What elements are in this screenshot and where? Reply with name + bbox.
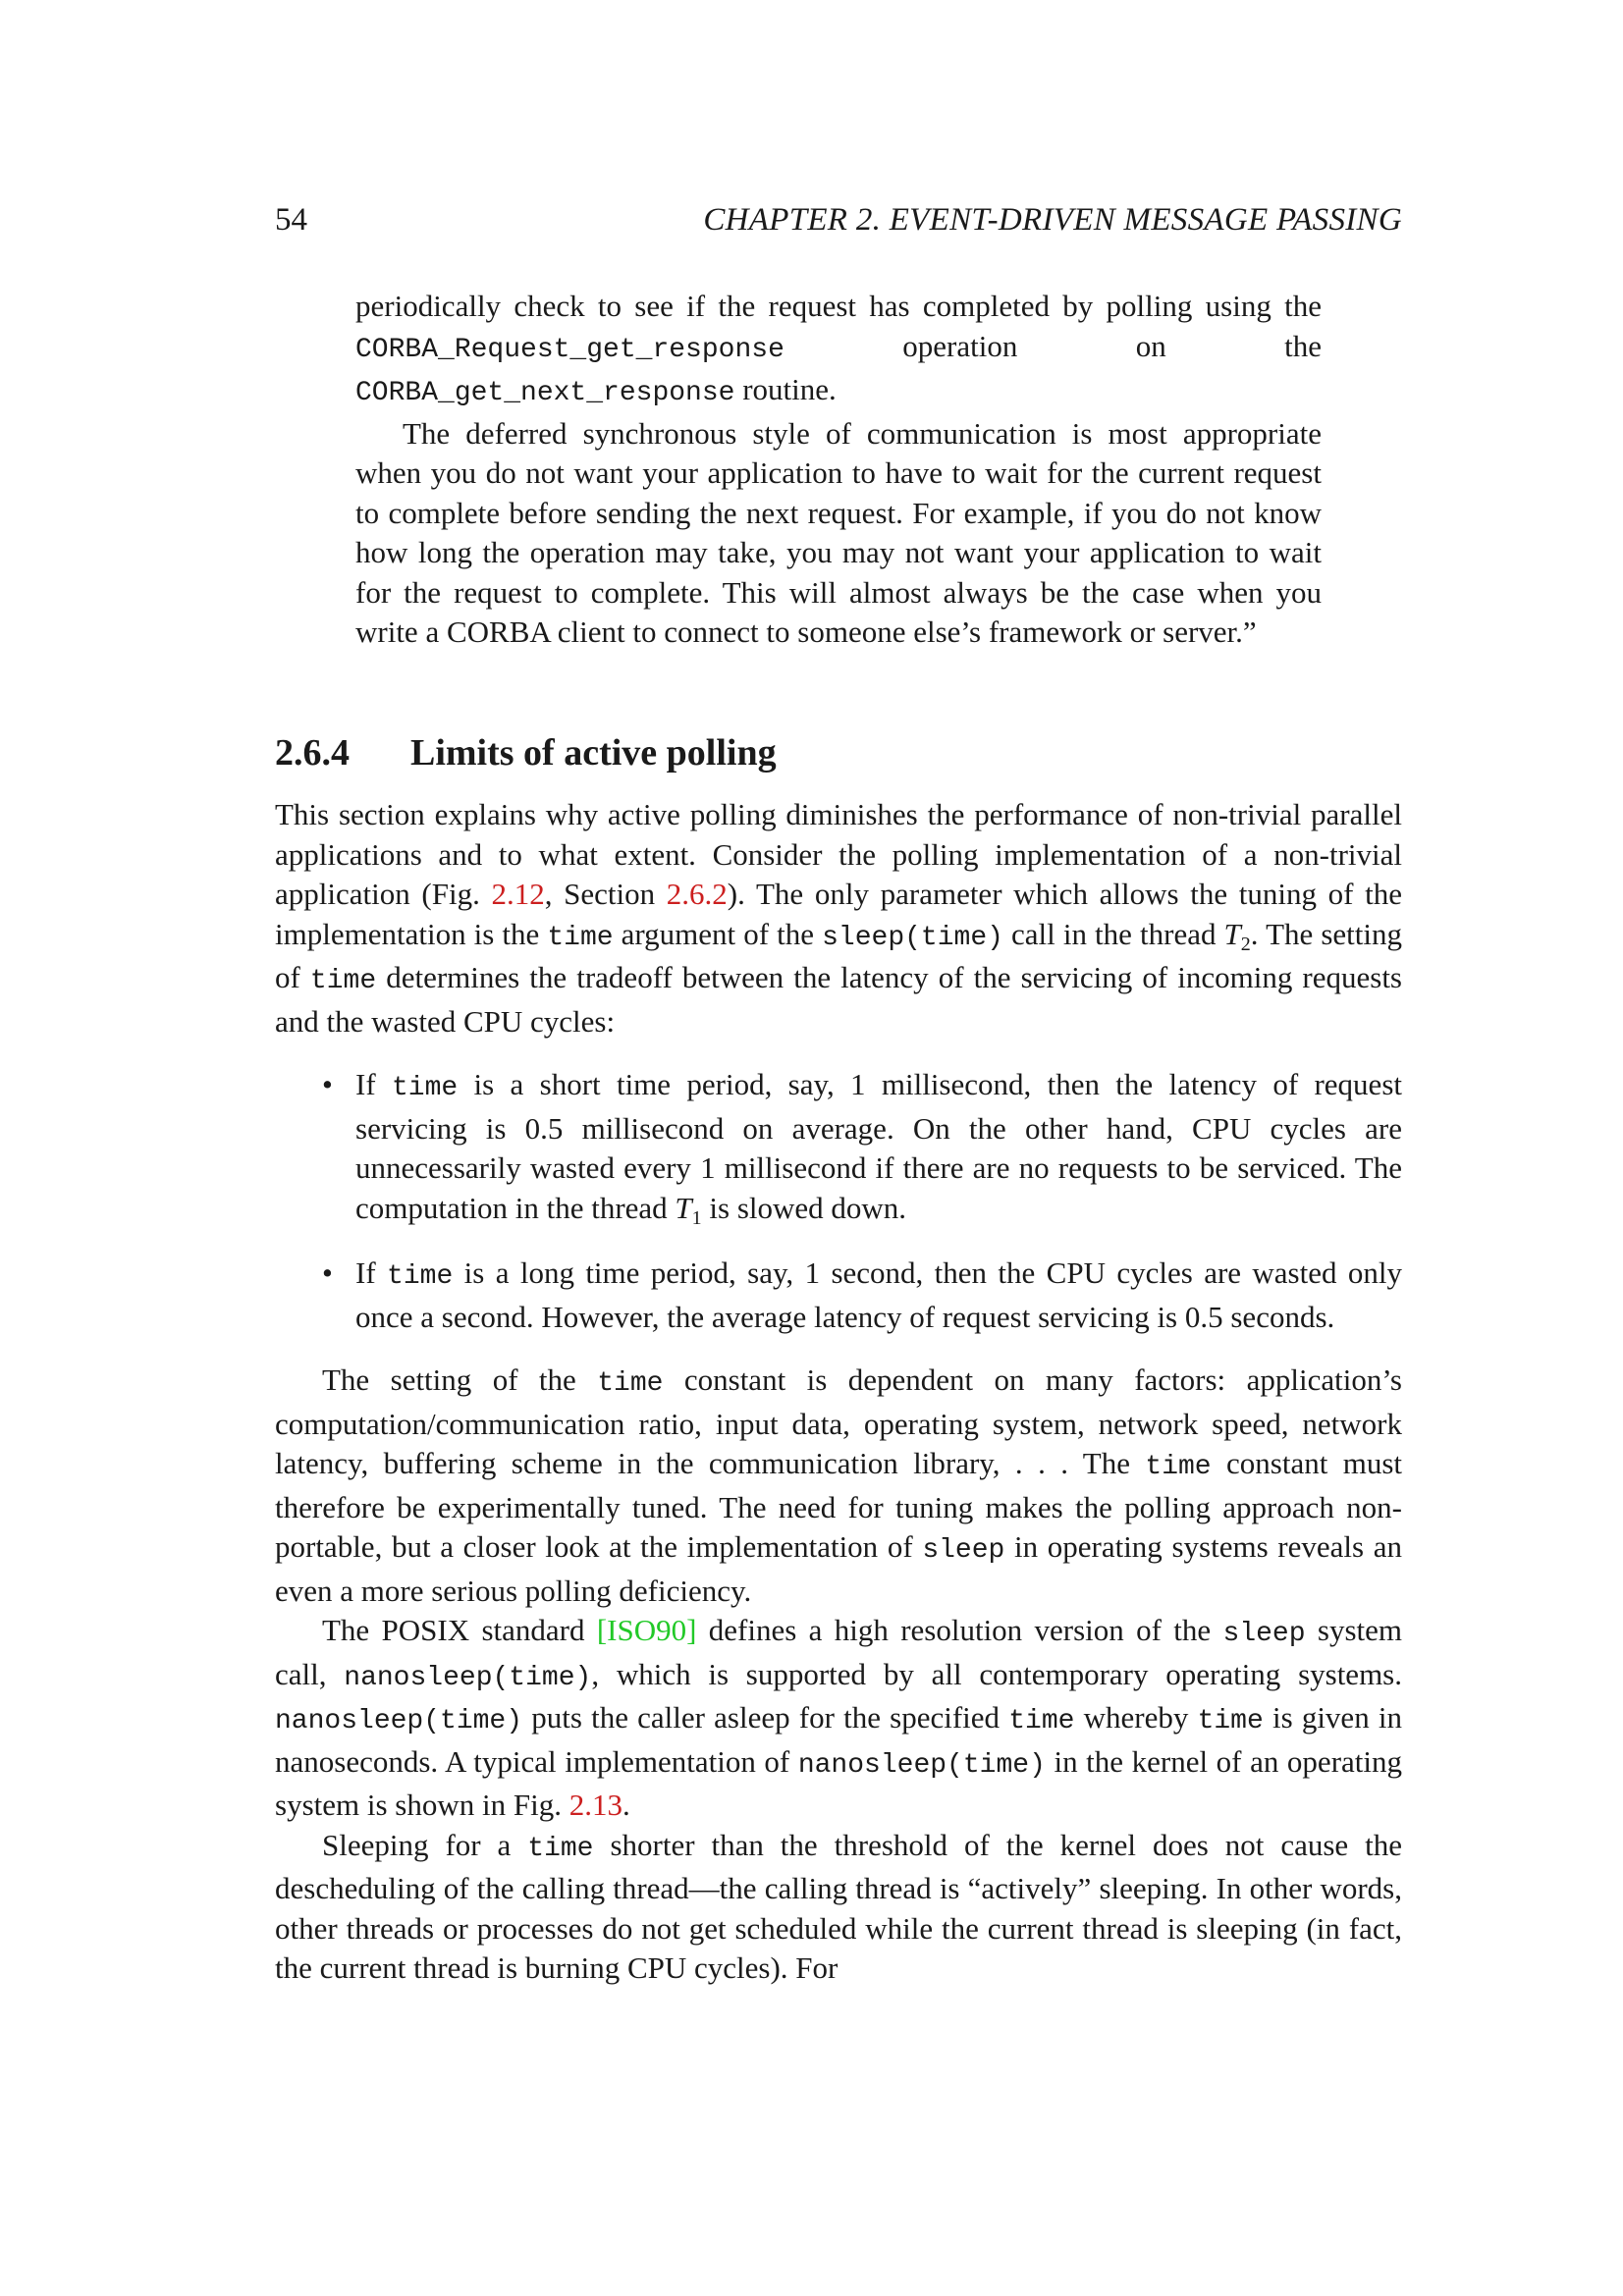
- running-header: [275, 196, 1402, 243]
- body-text: is a short time period, say, 1 millisecond, then the latency of request servicing is 0.5 millisecond on average. On the other hand, CPU cycles are unnecessarily wasted every 1 millisecond if there are no requests to be serviced. The computation in the thread: [355, 1067, 1402, 1225]
- code-term: sleep: [1222, 1619, 1306, 1649]
- math-variable: T: [675, 1190, 692, 1225]
- intro-paragraph: [275, 795, 1402, 1041]
- body-text: puts the caller asleep for the specified: [522, 1700, 1009, 1735]
- body-text: . The setting of: [275, 916, 1403, 994]
- math-subscript: 1: [691, 1206, 702, 1229]
- code-term: time: [1197, 1706, 1264, 1736]
- bullet-icon: •: [322, 1067, 333, 1101]
- code-term: time: [387, 1261, 454, 1292]
- section-reference-link[interactable]: 2.6.2: [666, 877, 728, 911]
- body-text: If: [355, 1067, 392, 1101]
- figure-reference-link[interactable]: 2.13: [568, 1788, 622, 1822]
- paragraph-active-sleeping: [275, 1826, 1402, 1989]
- code-term: time: [547, 922, 614, 953]
- code-term: nanosleep(time): [275, 1706, 523, 1736]
- math-symbol: [675, 1190, 702, 1229]
- list-item: [275, 1065, 1402, 1228]
- section-title: Limits of active polling: [410, 732, 777, 774]
- body-text: The POSIX standard: [322, 1613, 597, 1647]
- section-heading: [275, 728, 777, 777]
- body-text: The setting of the: [322, 1362, 598, 1397]
- body-text: system call,: [275, 1613, 1402, 1691]
- body-text: argument of the: [613, 916, 823, 951]
- chapter-title: CHAPTER 2. EVENT-DRIVEN MESSAGE PASSING: [703, 202, 1402, 238]
- quote-paragraph-1: [355, 287, 1322, 414]
- body-text: in operating systems reveals an even a more serious polling deficiency.: [275, 1529, 1402, 1608]
- body-text: constant is dependent on many factors: application’s computation/communication ratio, input data, operating system, network speed, network latency, buffering scheme in the communication library, . . . The: [275, 1362, 1402, 1480]
- code-term: time: [597, 1368, 664, 1399]
- quote-text: periodically check to see if the request has completed by polling using the: [355, 289, 1322, 323]
- paragraph-time-constant: [275, 1361, 1402, 1611]
- body-text: call in the thread: [1002, 916, 1224, 951]
- figure-reference-link[interactable]: 2.12: [491, 877, 545, 911]
- code-term: nanosleep(time): [797, 1749, 1046, 1781]
- body-text: , which is supported by all contemporary operating systems.: [591, 1656, 1402, 1691]
- math-variable: T: [1223, 916, 1241, 951]
- code-term: sleep(time): [822, 922, 1003, 953]
- paragraph-posix: [275, 1611, 1402, 1826]
- math-symbol: [1223, 916, 1251, 955]
- body-text: is a long time period, say, 1 second, then the CPU cycles are wasted only once a second. However, the average latency of request servicing is 0.5 seconds.: [355, 1255, 1402, 1334]
- body-text: , Section: [544, 877, 667, 911]
- body-text: is slowed down.: [701, 1190, 907, 1225]
- body-text: in the kernel of an operating system is shown in Fig.: [275, 1743, 1403, 1822]
- body-text: constant must therefore be experimentally tuned. The need for tuning makes the polling approach non-portable, but a closer look at the implementation of: [275, 1446, 1402, 1564]
- list-item: [275, 1254, 1402, 1337]
- body-text: .: [622, 1788, 630, 1822]
- code-term: time: [527, 1833, 594, 1864]
- code-term: time: [1145, 1452, 1212, 1482]
- body-text: whereby: [1074, 1700, 1198, 1735]
- body-text: shorter than the threshold of the kernel does not cause the descheduling of the calling thread—the calling thread is “actively” sleeping. In other words, other threads or processes do not get scheduled while the current thread is sleeping (in fact, the current thread is burning CPU cycles). For: [275, 1827, 1403, 1985]
- bullet-icon: •: [322, 1255, 333, 1290]
- code-term: sleep: [922, 1535, 1005, 1566]
- code-term: time: [391, 1073, 459, 1103]
- quoted-passage: [355, 287, 1322, 653]
- body-text: determines the tradeoff between the latency of the servicing of incoming requests and the wasted CPU cycles:: [275, 960, 1402, 1039]
- code-term: time: [1008, 1706, 1075, 1736]
- bullet-list: [275, 1065, 1402, 1337]
- body-text: This section explains why active polling diminishes the performance of non-trivial parallel applications and to what extent. Consider the polling implementation of a non-trivial application (Fig.: [275, 797, 1402, 911]
- body-text: Sleeping for a: [322, 1827, 528, 1862]
- code-term: time: [309, 966, 377, 996]
- section-number: 2.6.4: [275, 732, 350, 774]
- body-text: is given in nanoseconds. A typical implementation of: [275, 1700, 1402, 1779]
- page-number: 54: [275, 202, 307, 238]
- code-term: CORBA_get_next_response: [355, 378, 735, 408]
- code-term: CORBA_Request_get_response: [355, 334, 784, 365]
- body-text: defines a high resolution version of the: [696, 1613, 1223, 1647]
- section-body: [275, 795, 1402, 1989]
- math-subscript: 2: [1240, 933, 1251, 955]
- quote-paragraph-2: The deferred synchronous style of communication is most appropriate when you do not want your application to have to wait for the current request to complete before sending the next request. For example, if you do not know how long the operation may take, you may not want your application to wait for the request to complete. This will almost always be the case when you write a CORBA client to connect to someone else’s framework or server.”: [355, 415, 1322, 649]
- code-term: nanosleep(time): [344, 1662, 592, 1693]
- body-text: If: [355, 1255, 388, 1290]
- quote-text: routine.: [734, 372, 837, 406]
- body-text: ). The only parameter which allows the tuning of the implementation is the: [275, 877, 1402, 951]
- citation-link[interactable]: [ISO90]: [596, 1613, 697, 1647]
- quote-text: operation on the: [784, 328, 1322, 363]
